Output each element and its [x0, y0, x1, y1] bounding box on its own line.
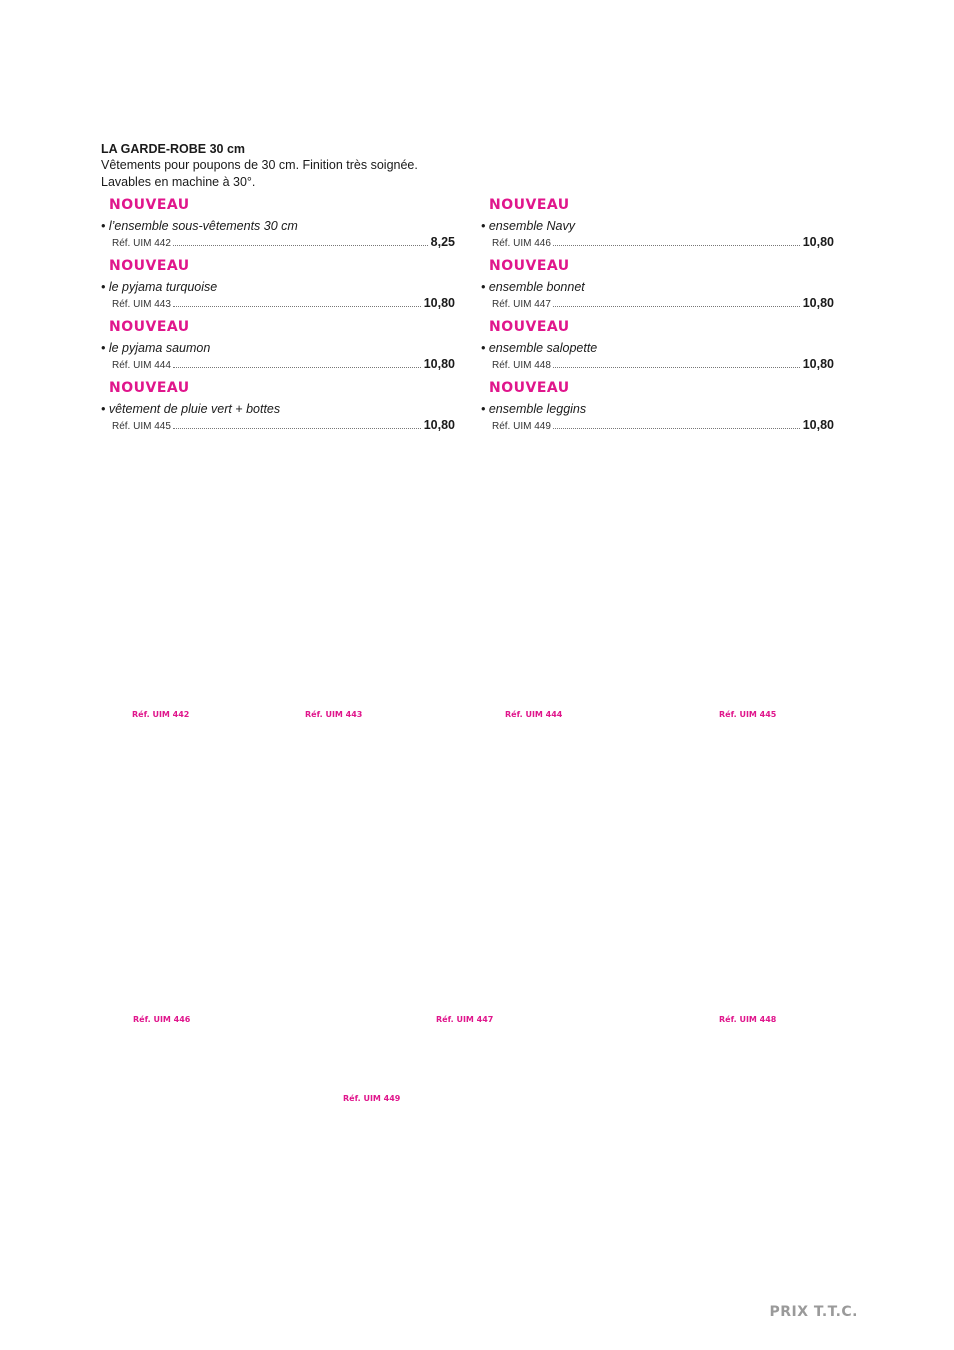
ref-row: [112, 357, 455, 371]
intro-line-2: Lavables en machine à 30°.: [101, 175, 256, 189]
item-name: • ensemble leggins: [481, 402, 587, 416]
photo-caption-448: Réf. UIM 448: [719, 1015, 777, 1024]
list-item: [101, 318, 455, 379]
list-item: [101, 379, 455, 440]
new-badge: NOUVEAU: [489, 258, 570, 274]
photo-caption-444: Réf. UIM 444: [505, 710, 563, 719]
ref-row: [492, 235, 834, 249]
photo-caption-446: Réf. UIM 446: [133, 1015, 191, 1024]
item-ref: Réf. UIM 448: [492, 360, 551, 371]
list-item: [101, 257, 455, 318]
dot-leader: [173, 244, 428, 246]
item-name: • le pyjama saumon: [101, 341, 211, 355]
dot-leader: [173, 366, 421, 368]
new-badge: NOUVEAU: [109, 197, 190, 213]
item-name: • vêtement de pluie vert + bottes: [101, 402, 281, 416]
photo-caption-449: Réf. UIM 449: [343, 1094, 401, 1103]
list-item: [481, 257, 834, 318]
product-list-left: [101, 196, 455, 440]
item-ref: Réf. UIM 446: [492, 238, 551, 249]
dot-leader: [553, 427, 800, 429]
list-item: [481, 379, 834, 440]
footer-note: PRIX T.T.C.: [769, 1304, 858, 1320]
section-title: LA GARDE-ROBE 30 cm: [101, 142, 246, 156]
new-badge: NOUVEAU: [109, 319, 190, 335]
dot-leader: [173, 305, 421, 307]
item-name: • l’ensemble sous-vêtements 30 cm: [101, 219, 298, 233]
section-intro: [101, 142, 521, 191]
ref-row: [492, 418, 834, 432]
dot-leader: [553, 244, 800, 246]
item-ref: Réf. UIM 444: [112, 360, 171, 371]
ref-row: [492, 296, 834, 310]
new-badge: NOUVEAU: [109, 380, 190, 396]
item-price: 8,25: [430, 235, 455, 249]
item-name: • ensemble bonnet: [481, 280, 585, 294]
photo-caption-447: Réf. UIM 447: [436, 1015, 494, 1024]
list-item: [481, 196, 834, 257]
item-price: 10,80: [802, 235, 834, 249]
item-price: 10,80: [802, 357, 834, 371]
photo-caption-442: Réf. UIM 442: [132, 710, 190, 719]
dot-leader: [173, 427, 421, 429]
photo-caption-445: Réf. UIM 445: [719, 710, 777, 719]
new-badge: NOUVEAU: [489, 319, 570, 335]
item-ref: Réf. UIM 449: [492, 421, 551, 432]
item-name: • ensemble Navy: [481, 219, 576, 233]
item-ref: Réf. UIM 442: [112, 238, 171, 249]
item-price: 10,80: [423, 357, 455, 371]
item-name: • le pyjama turquoise: [101, 280, 218, 294]
new-badge: NOUVEAU: [489, 380, 570, 396]
ref-row: [112, 296, 455, 310]
item-ref: Réf. UIM 447: [492, 299, 551, 310]
item-price: 10,80: [802, 296, 834, 310]
product-list-right: [481, 196, 834, 440]
new-badge: NOUVEAU: [489, 197, 570, 213]
item-price: 10,80: [423, 296, 455, 310]
item-ref: Réf. UIM 443: [112, 299, 171, 310]
item-price: 10,80: [423, 418, 455, 432]
dot-leader: [553, 366, 800, 368]
list-item: [101, 196, 455, 257]
dot-leader: [553, 305, 800, 307]
ref-row: [112, 235, 455, 249]
item-name: • ensemble salopette: [481, 341, 598, 355]
ref-row: [492, 357, 834, 371]
list-item: [481, 318, 834, 379]
photo-caption-443: Réf. UIM 443: [305, 710, 363, 719]
ref-row: [112, 418, 455, 432]
item-ref: Réf. UIM 445: [112, 421, 171, 432]
intro-line-1: Vêtements pour poupons de 30 cm. Finition très soignée.: [101, 158, 418, 172]
new-badge: NOUVEAU: [109, 258, 190, 274]
item-price: 10,80: [802, 418, 834, 432]
